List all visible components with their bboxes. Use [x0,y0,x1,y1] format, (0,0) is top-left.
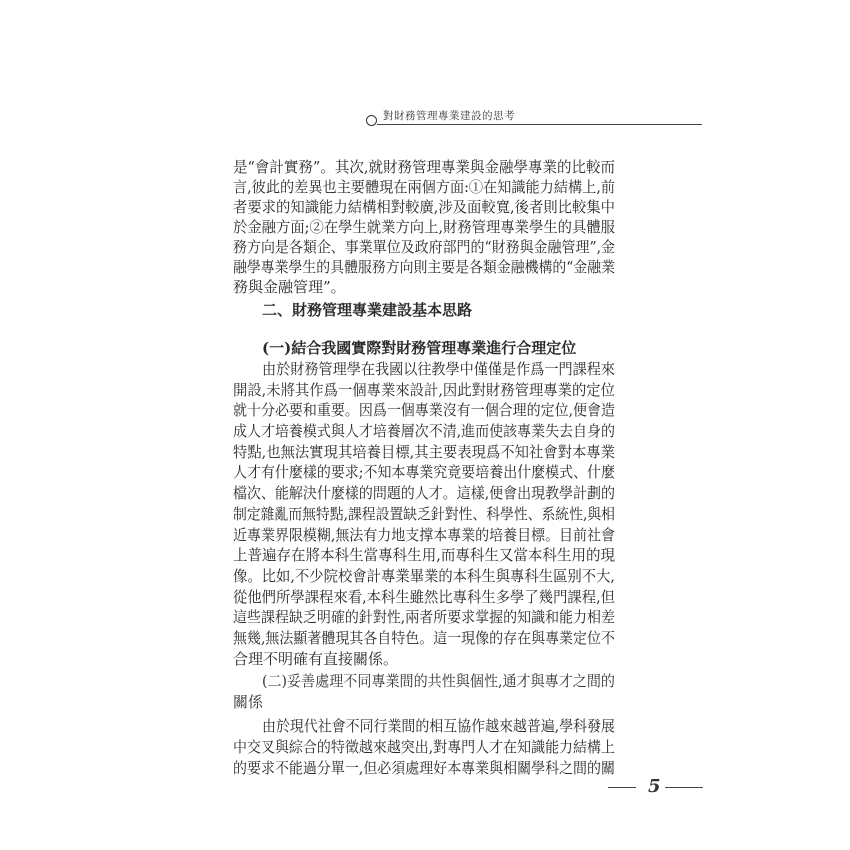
line-text: (二)妥善處理不同專業間的共性與個性,通才與專才之間的 [262,672,615,691]
line-text: 人才有什麼樣的要求;不知本專業究竟要培養出什麼模式、什麼 [233,463,615,482]
page-number: 5 [648,776,661,797]
text-line [233,257,615,277]
paragraph [233,359,615,669]
text-line [233,737,615,758]
text-line [233,628,615,649]
line-text: 就十分必要和重要。因爲一個專業沒有一個合理的定位,便會造 [233,401,615,420]
text-line [233,277,615,297]
text-line [233,359,615,380]
folio-dash-left [608,787,636,788]
line-text: 這些課程缺乏明確的針對性,兩者所要求掌握的知識和能力相差 [233,608,615,627]
line-text: 關係 [233,693,264,712]
text-line [233,483,615,504]
text-line [233,462,615,483]
header-rule [377,124,702,125]
line-text: 由於財務管理學在我國以往教學中僅僅是作爲一門課程來 [262,360,615,378]
heading-line [233,338,615,358]
text-line [233,607,615,628]
section-heading [233,300,615,320]
heading-line [233,671,615,692]
line-text: 無幾,無法顯著體現其各自特色。這一現像的存在與專業定位不 [233,628,615,647]
text-line [233,157,615,177]
text-line [233,758,615,779]
text-line [233,545,615,566]
text-line [233,566,615,587]
text-line [233,421,615,442]
line-text: 於金融方面;②在學生就業方向上,財務管理專業學生的具體服 [233,218,615,236]
text-line [233,237,615,257]
text-line [233,649,615,670]
line-text: 融學專業學生的具體服務方向則主要是各類金融機構的“金融業 [233,258,615,276]
line-text: 者要求的知識能力結構相對較廣,涉及面較寬,後者則比較集中 [233,198,615,216]
line-text: 合理不明確有直接關係。 [233,649,399,668]
paragraph [233,716,615,778]
text-line [233,177,615,197]
paragraph [233,157,615,297]
text-line [233,217,615,237]
heading-line [233,692,615,713]
text-line [233,380,615,401]
text-line [233,504,615,525]
line-text: 二、財務管理專業建設基本思路 [262,301,473,319]
line-text: 開設,未將其作爲一個專業來設計,因此對財務管理專業的定位 [233,380,615,399]
line-text: 務與金融管理”。 [233,278,346,296]
text-line [233,442,615,463]
line-text: 近專業界限模糊,無法有力地支撑本專業的培養目標。目前社會 [233,525,615,544]
line-text: 由於現代社會不同行業間的相互協作越來越普遍,學科發展 [262,717,615,736]
heading-line [233,300,615,320]
line-text: 是“會計實務”。其次,就財務管理專業與金融學專業的比較而 [233,158,615,176]
line-text: 務方向是各類企、事業單位及政府部門的“財務與金融管理”,金 [233,238,615,256]
line-text: 言,彼此的差異也主要體現在兩個方面:①在知識能力結構上,前 [233,178,615,196]
page-number-footer [608,776,703,798]
line-text: 檔次、能解決什麼樣的問題的人才。這樣,便會出現教學計劃的 [233,484,615,503]
text-line [233,525,615,546]
folio-dash-right [665,787,703,788]
text-line [233,400,615,421]
circle-ornament-icon [366,115,377,126]
subsection-heading [233,671,615,713]
running-header-title: 對財務管理專業建設的思考 [383,110,515,122]
line-text: 從他們所學課程來看,本科生雖然比專科生多學了幾門課程,但 [233,587,615,606]
line-text: 成人才培養模式與人才培養層次不清,進而使該專業失去自身的 [233,422,615,441]
line-text: 的要求不能過分單一,但必須處理好本專業與相關學科之間的關 [233,758,615,777]
running-header [366,108,702,128]
page-body [233,157,615,778]
line-text: (一)結合我國實際對財務管理專業進行合理定位 [262,339,577,357]
line-text: 制定雜亂而無特點,課程設置缺乏針對性、科學性、系統性,與相 [233,504,615,523]
text-line [233,716,615,737]
text-line [233,197,615,217]
line-text: 中交叉與綜合的特徵越來越突出,對專門人才在知識能力結構上 [233,737,615,756]
line-text: 像。比如,不少院校會計專業畢業的本科生與專科生區别不大, [233,566,615,585]
text-line [233,587,615,608]
subsection-heading [233,338,615,358]
line-text: 特點,也無法實現其培養目標,其主要表現爲不知社會對本專業 [233,442,615,461]
line-text: 上普遍存在將本科生當專科生用,而專科生又當本科生用的現 [233,546,615,565]
